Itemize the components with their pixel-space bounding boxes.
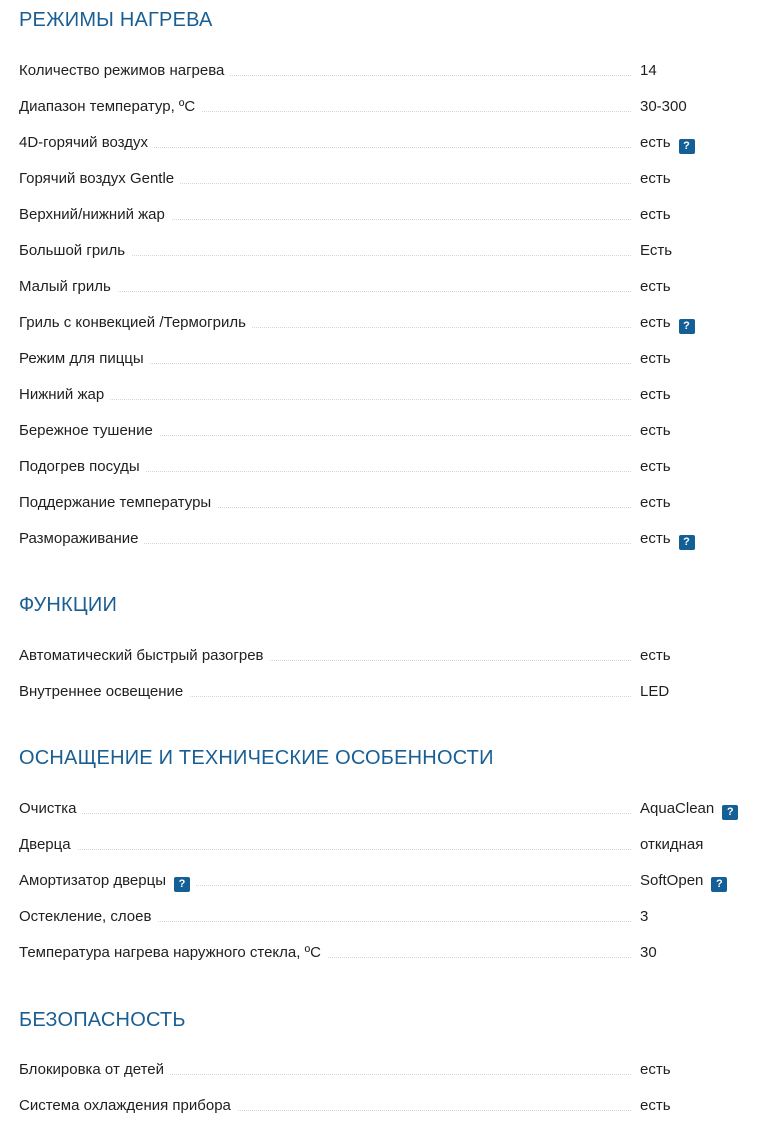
spec-row-pizza-mode: [19, 348, 739, 370]
spec-label: Бережное тушение: [19, 420, 159, 442]
spec-row-large-grill: [19, 240, 739, 262]
spec-row-glazing-layers: [19, 906, 739, 928]
spec-row-slow-cooking: [19, 420, 739, 442]
spec-value: 3: [640, 908, 649, 925]
spec-label: Верхний/нижний жар: [19, 204, 171, 226]
spec-label: Система охлаждения прибора: [19, 1095, 237, 1117]
spec-value: есть: [640, 494, 671, 511]
spec-row-top-bottom-heat: [19, 204, 739, 226]
spec-label: Температура нагрева наружного стекла, ºC: [19, 942, 327, 964]
spec-value: есть: [640, 458, 671, 475]
spec-row-keep-warm: [19, 492, 739, 514]
spec-value: есть ?: [640, 528, 695, 550]
section-title: ОСНАЩЕНИЕ И ТЕХНИЧЕСКИЕ ОСОБЕННОСТИ: [19, 747, 494, 769]
spec-row-door-damper: [19, 870, 739, 892]
spec-value: есть: [640, 278, 671, 295]
spec-label: Внутреннее освещение: [19, 681, 189, 703]
spec-label: Дверца: [19, 834, 77, 856]
spec-value: есть: [640, 1061, 671, 1078]
spec-label: Малый гриль: [19, 276, 117, 298]
help-icon[interactable]: ?: [679, 139, 695, 154]
spec-label: 4D-горячий воздух: [19, 132, 154, 154]
spec-label: Остекление, слоев: [19, 906, 157, 928]
spec-value: есть: [640, 647, 671, 664]
spec-value: есть: [640, 386, 671, 403]
spec-label: Автоматический быстрый разогрев: [19, 645, 270, 667]
help-icon[interactable]: ?: [679, 319, 695, 334]
spec-row-fast-preheat: [19, 645, 739, 667]
spec-value: 30-300: [640, 98, 687, 115]
help-icon[interactable]: ?: [722, 805, 738, 820]
spec-value: есть: [640, 350, 671, 367]
spec-row-plate-warming: [19, 456, 739, 478]
section-title: БЕЗОПАСНОСТЬ: [19, 1009, 186, 1031]
spec-label: Количество режимов нагрева: [19, 60, 230, 82]
spec-value: есть: [640, 1097, 671, 1114]
spec-value: AquaClean ?: [640, 798, 738, 820]
spec-value: откидная: [640, 836, 704, 853]
spec-value: есть ?: [640, 312, 695, 334]
help-icon[interactable]: ?: [174, 877, 190, 892]
spec-value: есть ?: [640, 132, 695, 154]
spec-row-door: [19, 834, 739, 856]
spec-label: Подогрев посуды: [19, 456, 146, 478]
spec-row-bottom-heat: [19, 384, 739, 406]
spec-label: Гриль с конвекцией /Термогриль: [19, 312, 252, 334]
spec-value: есть: [640, 206, 671, 223]
spec-label: Горячий воздух Gentle: [19, 168, 180, 190]
spec-value: есть: [640, 170, 671, 187]
spec-label: Очистка: [19, 798, 82, 820]
spec-label: Диапазон температур, ºC: [19, 96, 201, 118]
spec-value: SoftOpen ?: [640, 870, 727, 892]
spec-label: Режим для пиццы: [19, 348, 150, 370]
spec-value: 14: [640, 62, 657, 79]
spec-row-child-lock: [19, 1059, 739, 1081]
spec-row-heating-modes-count: [19, 60, 739, 82]
spec-label: Большой гриль: [19, 240, 131, 262]
spec-row-cooling-system: [19, 1095, 739, 1117]
section-title: ФУНКЦИИ: [19, 594, 118, 616]
spec-row-hot-air-gentle: [19, 168, 739, 190]
spec-row-defrost: [19, 528, 739, 550]
help-icon[interactable]: ?: [711, 877, 727, 892]
spec-row-temperature-range: [19, 96, 739, 118]
spec-row-4d-hot-air: [19, 132, 739, 154]
spec-row-outer-glass-temp: [19, 942, 739, 964]
spec-row-small-grill: [19, 276, 739, 298]
spec-label: Нижний жар: [19, 384, 110, 406]
help-icon[interactable]: ?: [679, 535, 695, 550]
spec-value: есть: [640, 422, 671, 439]
spec-value: 30: [640, 944, 657, 961]
spec-row-cleaning: [19, 798, 739, 820]
spec-row-convection-grill: [19, 312, 739, 334]
spec-row-interior-light: [19, 681, 739, 703]
spec-label: Блокировка от детей: [19, 1059, 170, 1081]
spec-label: Поддержание температуры: [19, 492, 217, 514]
section-title: РЕЖИМЫ НАГРЕВА: [19, 9, 213, 31]
spec-value: LED: [640, 683, 670, 700]
spec-value: Есть: [640, 242, 673, 259]
spec-label: Размораживание: [19, 528, 144, 550]
spec-label: Амортизатор дверцы ?: [19, 870, 196, 892]
